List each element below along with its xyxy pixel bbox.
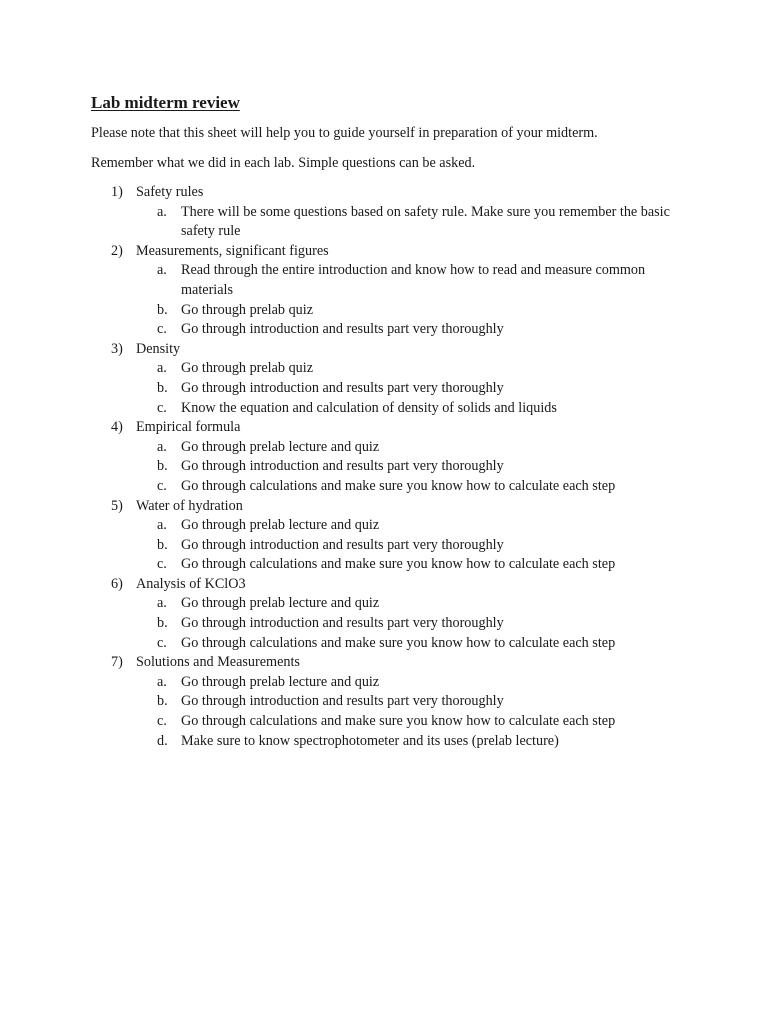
section-heading: Density (136, 340, 181, 357)
list-item (91, 614, 708, 634)
item-letter: b. (157, 693, 168, 710)
section-number: 2) (111, 242, 123, 259)
section-items (91, 594, 708, 653)
outline-section (91, 418, 708, 496)
item-text: Go through prelab lecture and quiz (181, 438, 380, 455)
item-letter: c. (157, 321, 167, 338)
item-text: Make sure to know spectrophotometer and its uses (prelab lecture) (181, 732, 559, 749)
item-letter: a. (157, 673, 167, 690)
item-text: Go through introduction and results part very thoroughly (181, 458, 504, 475)
item-letter: a. (157, 517, 167, 534)
section-heading-row (91, 183, 708, 203)
item-letter: a. (157, 595, 167, 612)
item-text: Go through prelab quiz (181, 360, 313, 377)
item-text: Go through calculations and make sure you know how to calculate each step (181, 477, 616, 494)
section-heading: Water of hydration (136, 497, 243, 514)
item-text: Go through introduction and results part very thoroughly (181, 693, 504, 710)
section-number: 4) (111, 419, 123, 436)
section-number: 5) (111, 497, 123, 514)
item-letter: c. (157, 556, 167, 573)
section-number: 6) (111, 575, 123, 592)
section-heading: Empirical formula (136, 419, 241, 436)
section-items (91, 359, 708, 418)
item-letter: c. (157, 634, 167, 651)
item-letter: a. (157, 203, 167, 220)
item-text: Go through introduction and results part very thoroughly (181, 321, 504, 338)
item-letter: c. (157, 477, 167, 494)
list-item (91, 457, 708, 477)
list-item (91, 634, 708, 654)
item-letter: d. (157, 732, 168, 749)
section-heading-row (91, 575, 708, 595)
list-item (91, 536, 708, 556)
outline-section (91, 242, 708, 340)
item-letter: b. (157, 615, 168, 632)
list-item (91, 692, 708, 712)
item-letter: b. (157, 536, 168, 553)
review-outline (91, 183, 708, 751)
section-items (91, 438, 708, 497)
intro-paragraph: Please note that this sheet will help you to guide yourself in preparation of your midterm. (91, 125, 598, 141)
section-number: 7) (111, 654, 123, 671)
item-text: There will be some questions based on safety rule. Make sure you remember the basic safety rule (181, 203, 670, 240)
item-text: Read through the entire introduction and know how to read and measure common materials (181, 262, 646, 298)
list-item (91, 712, 708, 732)
item-letter: c. (157, 399, 167, 416)
section-number: 1) (111, 184, 123, 200)
section-heading: Solutions and Measurements (136, 654, 300, 671)
item-text: Go through prelab quiz (181, 301, 313, 318)
item-letter: a. (157, 438, 167, 455)
list-item (91, 203, 708, 242)
item-text: Go through introduction and results part very thoroughly (181, 536, 504, 553)
outline-section (91, 340, 708, 418)
section-heading: Measurements, significant figures (136, 242, 329, 259)
list-item (91, 594, 708, 614)
list-item (91, 438, 708, 458)
section-heading: Analysis of KClO3 (136, 575, 246, 592)
item-letter: b. (157, 379, 168, 396)
list-item (91, 399, 708, 419)
item-text: Go through prelab lecture and quiz (181, 673, 380, 690)
item-letter: b. (157, 301, 168, 318)
item-text: Go through prelab lecture and quiz (181, 595, 380, 612)
list-item (91, 516, 708, 536)
item-text: Go through calculations and make sure you know how to calculate each step (181, 556, 616, 573)
outline-section (91, 183, 708, 242)
section-items (91, 516, 708, 575)
outline-section (91, 575, 708, 653)
list-item (91, 673, 708, 693)
section-items (91, 673, 708, 751)
item-letter: b. (157, 458, 168, 475)
outline-section (91, 653, 708, 751)
item-text: Go through prelab lecture and quiz (181, 517, 380, 534)
list-item (91, 477, 708, 497)
section-heading-row (91, 653, 708, 673)
list-item (91, 301, 708, 321)
item-text: Go through introduction and results part very thoroughly (181, 615, 504, 632)
list-item (91, 320, 708, 340)
item-text: Go through calculations and make sure you know how to calculate each step (181, 713, 616, 730)
section-heading: Safety rules (136, 184, 204, 200)
item-text: Know the equation and calculation of density of solids and liquids (181, 399, 557, 416)
section-heading-row (91, 497, 708, 517)
list-item (91, 359, 708, 379)
list-item (91, 555, 708, 575)
item-text: Go through calculations and make sure you know how to calculate each step (181, 634, 616, 651)
section-items (91, 203, 708, 242)
section-heading-row (91, 340, 708, 360)
outline-section (91, 497, 708, 575)
section-heading-row (91, 242, 708, 262)
item-text: Go through introduction and results part very thoroughly (181, 379, 504, 396)
section-heading-row (91, 418, 708, 438)
item-letter: a. (157, 360, 167, 377)
item-letter: c. (157, 713, 167, 730)
item-letter: a. (157, 262, 167, 279)
intro-paragraph: Remember what we did in each lab. Simple questions can be asked. (91, 155, 476, 171)
list-item (91, 379, 708, 399)
list-item (91, 261, 708, 300)
section-number: 3) (111, 340, 123, 357)
list-item (91, 732, 708, 752)
page-title: Lab midterm review (91, 93, 240, 112)
section-items (91, 261, 708, 339)
